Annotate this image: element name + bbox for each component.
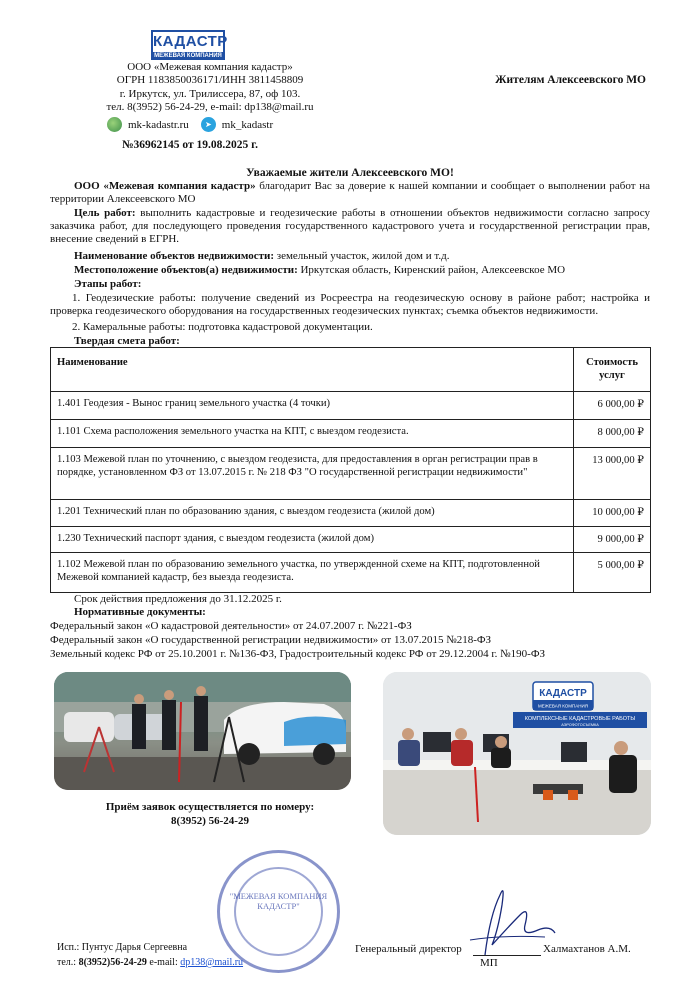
estimate-table bbox=[50, 347, 651, 593]
applications-phone: 8(3952) 56-24-29 bbox=[171, 815, 249, 827]
telegram-link[interactable]: mk_kadastr bbox=[221, 118, 274, 131]
intro-paragraph bbox=[50, 180, 650, 206]
row-price: 9 000,00 ₽ bbox=[574, 526, 651, 553]
applications-line1: Приём заявок осуществляется по номеру: bbox=[105, 801, 315, 813]
stage-item-1: 1. Геодезические работы: получение сведений из Росреестра на геодезическую основу в районе работ; настройка и проверка геодезического оборудования на государственных геодезических пунктах; съемка объектов недвижимости. bbox=[50, 292, 650, 318]
objects-label: Наименование объектов недвижимости: bbox=[74, 250, 274, 262]
table-row bbox=[51, 420, 651, 448]
company-contacts: тел. 8(3952) 56-24-29, e-mail: dp138@mail.ru bbox=[106, 101, 314, 113]
website-link[interactable]: mk-kadastr.ru bbox=[128, 118, 189, 131]
header-name: Наименование bbox=[51, 348, 574, 392]
office-sign-main: КАДАСТР bbox=[539, 688, 587, 699]
location-label: Местоположение объектов(а) недвижимости: bbox=[74, 264, 298, 276]
objects-text: земельный участок, жилой дом и т.д. bbox=[273, 250, 450, 262]
table-header-row bbox=[51, 348, 651, 392]
office-illustration bbox=[383, 672, 651, 835]
goal-paragraph bbox=[50, 207, 650, 247]
company-name: ООО «Межевая компания кадастр» bbox=[127, 61, 293, 73]
row-name: 1.201 Технический план по образованию здания, с выездом геодезиста (жилой дом) bbox=[51, 500, 574, 527]
field-team-illustration bbox=[54, 672, 351, 790]
stamp-text: "МЕЖЕВАЯ КОМПАНИЯ КАДАСТР" bbox=[229, 891, 328, 911]
director-title: Генеральный директор bbox=[355, 943, 462, 955]
norms-label: Нормативные документы: bbox=[74, 606, 206, 618]
table-row bbox=[51, 526, 651, 553]
office-photo bbox=[383, 672, 651, 835]
stamp-inner-ring bbox=[234, 867, 323, 956]
company-logo bbox=[151, 30, 228, 59]
row-name: 1.103 Межевой план по уточнению, с выездом геодезиста, для предоставления в орган регистрации прав в порядке, установленном ФЗ от 13.07.2015 г. № 218 ФЗ "О государственной регистрации недвижимости" bbox=[51, 448, 574, 500]
stage-item-2: 2. Камеральные работы: подготовка кадастровой документации. bbox=[72, 321, 373, 333]
row-price: 10 000,00 ₽ bbox=[574, 500, 651, 527]
logo-main-text: КАДАСТР bbox=[151, 30, 225, 52]
recipient: Жителям Алексеевского МО bbox=[495, 74, 646, 86]
company-address: г. Иркутск, ул. Трилиссера, 87, оф 103. bbox=[119, 88, 301, 100]
social-links bbox=[107, 117, 273, 132]
company-stamp bbox=[217, 850, 340, 973]
director-name: Халмахтанов А.М. bbox=[543, 943, 631, 955]
company-ogrn: ОГРН 1183850036171/ИНН 3811458809 bbox=[116, 74, 304, 86]
row-price: 6 000,00 ₽ bbox=[574, 392, 651, 420]
table-row bbox=[51, 392, 651, 420]
mp-label: МП bbox=[480, 957, 498, 969]
estimate-label: Твердая смета работ: bbox=[74, 335, 180, 347]
location-paragraph bbox=[50, 264, 650, 277]
office-banner-sub: АЭРОФОТОСЪЕМКА bbox=[561, 723, 599, 727]
row-name: 1.102 Межевой план по образованию земельного участка, по утвержденной схеме на КПТ, подготовленной Межевой компанией кадастр, без выезда геодезиста. bbox=[51, 553, 574, 593]
stages-label: Этапы работ: bbox=[74, 278, 142, 290]
goal-text: выполнить кадастровые и геодезические работы в отношении объектов недвижимости согласно запросу заказчика работ, для последующего проведения государственного кадастрового учета и государственной регистрации прав, внесение сведений в ЕГРН. bbox=[50, 207, 650, 246]
table-row bbox=[51, 500, 651, 527]
office-sign-sub: МЕЖЕВАЯ КОМПАНИЯ bbox=[537, 703, 589, 709]
office-banner: КОМПЛЕКСНЫЕ КАДАСТРОВЫЕ РАБОТЫ bbox=[524, 716, 636, 722]
validity: Срок действия предложения до 31.12.2025 г. bbox=[74, 593, 282, 605]
row-name: 1.230 Технический паспорт здания, с выездом геодезиста (жилой дом) bbox=[51, 526, 574, 553]
goal-label: Цель работ: bbox=[74, 207, 136, 219]
executor-contacts: тел.: 8(3952)56-24-29 e-mail: dp138@mail.ru bbox=[57, 957, 244, 968]
applications-block bbox=[60, 800, 360, 828]
logo-sub-text: МЕЖЕВАЯ КОМПАНИЯ bbox=[151, 52, 225, 60]
header-price: Стоимость услуг bbox=[574, 348, 651, 392]
website-icon bbox=[107, 117, 122, 132]
objects-paragraph bbox=[50, 250, 650, 263]
greeting: Уважаемые жители Алексеевского МО! bbox=[246, 167, 454, 179]
norm-item-1: Федеральный закон «О кадастровой деятельности» от 24.07.2007 г. №221-ФЗ bbox=[50, 620, 412, 632]
row-price: 8 000,00 ₽ bbox=[574, 420, 651, 448]
row-name: 1.101 Схема расположения земельного участка на КПТ, с выездом геодезиста. bbox=[51, 420, 574, 448]
row-price: 5 000,00 ₽ bbox=[574, 553, 651, 593]
norm-item-3: Земельный кодекс РФ от 25.10.2001 г. №136-ФЗ, Градостроительный кодекс РФ от 29.12.2004 г. №190-ФЗ bbox=[50, 648, 546, 660]
telegram-icon: ➤ bbox=[201, 117, 216, 132]
row-name: 1.401 Геодезия - Вынос границ земельного участка (4 точки) bbox=[51, 392, 574, 420]
executor-email-link[interactable]: dp138@mail.ru bbox=[180, 957, 244, 968]
table-row bbox=[51, 553, 651, 593]
intro-company: ООО «Межевая компания кадастр» bbox=[74, 180, 256, 192]
norm-item-2: Федеральный закон «О государственной регистрации недвижимости» от 13.07.2015 №218-ФЗ bbox=[50, 634, 492, 646]
intro-text: благодарит Вас за доверие к нашей компании и сообщает о выполнении работ на территории Алексеевского МО bbox=[50, 180, 650, 206]
signature-line bbox=[473, 955, 541, 956]
executor-phone: 8(3952)56-24-29 bbox=[78, 957, 147, 968]
table-row bbox=[51, 448, 651, 500]
field-team-photo bbox=[54, 672, 351, 790]
location-text: Иркутская область, Киренский район, Алексеевское МО bbox=[297, 264, 566, 276]
document-number: №36962145 от 19.08.2025 г. bbox=[122, 139, 258, 151]
row-price: 13 000,00 ₽ bbox=[574, 448, 651, 500]
executor-name: Исп.: Пунтус Дарья Сергеевна bbox=[57, 942, 188, 953]
